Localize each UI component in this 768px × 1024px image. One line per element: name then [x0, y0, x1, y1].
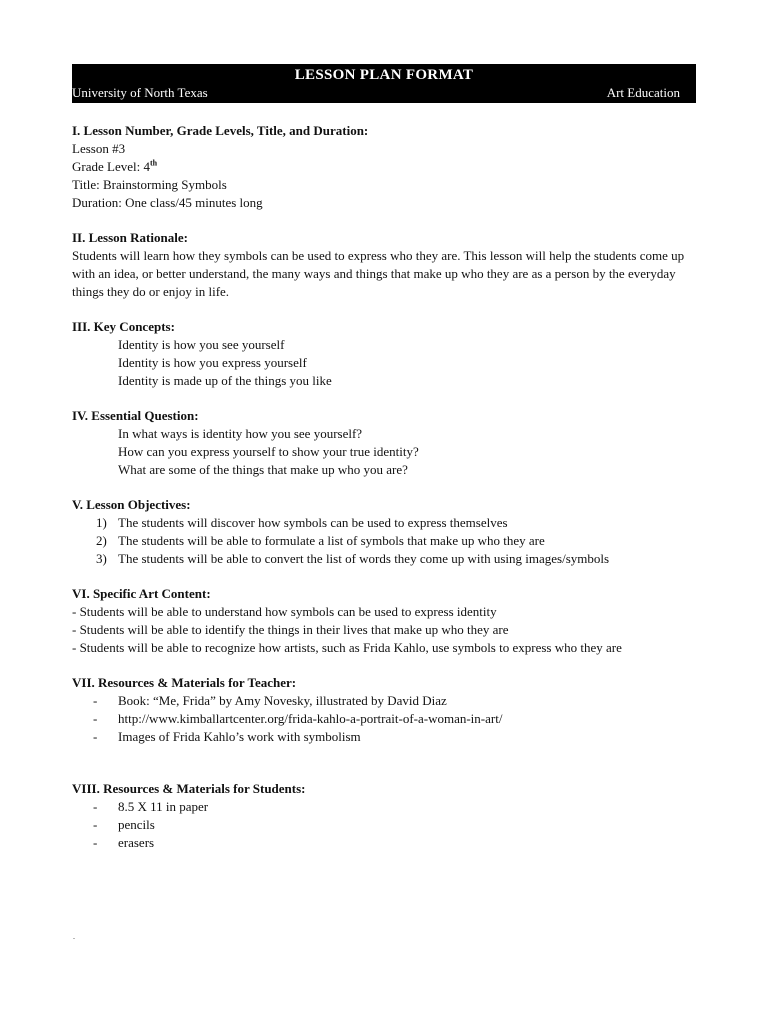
section-heading: V. Lesson Objectives:	[72, 497, 191, 512]
bullet-dash: -	[93, 693, 98, 708]
section-objectives	[72, 496, 696, 568]
student-material-item	[72, 798, 696, 816]
objective-text: The students will discover how symbols can be used to express themselves	[118, 515, 508, 530]
teacher-material-item	[72, 692, 696, 710]
key-concept-item: Identity is how you express yourself	[118, 355, 307, 370]
section-heading: III. Key Concepts:	[72, 319, 175, 334]
question-item: How can you express yourself to show your true identity?	[118, 444, 419, 459]
material-text: pencils	[118, 817, 155, 832]
section-art-content	[72, 585, 696, 657]
question-item: What are some of the things that make up who you are?	[118, 462, 408, 477]
bullet-dash: -	[93, 835, 98, 850]
bullet-dash: -	[93, 817, 98, 832]
section-lesson-info	[72, 122, 696, 212]
grade-level-text: Grade Level: 4	[72, 159, 150, 174]
document-title: LESSON PLAN FORMAT	[294, 67, 474, 83]
section-heading: VIII. Resources & Materials for Students:	[72, 781, 306, 796]
objective-item	[72, 514, 696, 532]
lesson-duration: Duration: One class/45 minutes long	[72, 195, 263, 210]
bullet-dash: -	[93, 729, 98, 744]
material-text: erasers	[118, 835, 155, 850]
section-heading: II. Lesson Rationale:	[72, 230, 188, 245]
objective-number: 1)	[96, 515, 107, 530]
bullet-dash: -	[93, 711, 98, 726]
material-text: Images of Frida Kahlo’s work with symbolism	[118, 729, 361, 744]
header-banner	[72, 64, 696, 103]
objective-item	[72, 532, 696, 550]
key-concept-item: Identity is made up of the things you like	[118, 373, 332, 388]
section-heading: VII. Resources & Materials for Teacher:	[72, 675, 297, 690]
section-heading: IV. Essential Question:	[72, 408, 199, 423]
objective-text: The students will be able to formulate a list of symbols that make up who they are	[118, 533, 545, 548]
key-concept-item: Identity is how you see yourself	[118, 337, 285, 352]
footer-mark: .	[73, 932, 75, 941]
section-heading: I. Lesson Number, Grade Levels, Title, and Duration:	[72, 123, 369, 138]
objective-number: 3)	[96, 551, 107, 566]
teacher-material-item	[72, 710, 696, 728]
section-essential-question	[72, 407, 696, 479]
lesson-title: Title: Brainstorming Symbols	[72, 177, 227, 192]
lesson-number: Lesson #3	[72, 141, 126, 156]
art-content-item: - Students will be able to identify the things in their lives that make up who they are	[72, 622, 509, 637]
grade-level-suffix: th	[149, 158, 158, 168]
section-rationale	[72, 229, 696, 301]
student-material-item	[72, 834, 696, 852]
section-key-concepts	[72, 318, 696, 390]
art-content-item: - Students will be able to recognize how artists, such as Frida Kahlo, use symbols to express who they are	[72, 640, 622, 655]
objective-text: The students will be able to convert the list of words they come up with using images/symbols	[118, 551, 610, 566]
section-student-materials	[72, 780, 696, 852]
material-text: Book: “Me, Frida” by Amy Novesky, illustrated by David Diaz	[118, 693, 447, 708]
art-content-item: - Students will be able to understand how symbols can be used to express identity	[72, 604, 497, 619]
teacher-material-item	[72, 728, 696, 746]
rationale-text: Students will learn how they symbols can be used to express who they are. This lesson will help the students come up with an idea, or better understand, the many ways and things that make up who they are as a person by the everyday things they do or enjoy in life.	[72, 248, 685, 299]
objective-number: 2)	[96, 533, 107, 548]
objective-item	[72, 550, 696, 568]
department-name: Art Education	[606, 85, 680, 100]
question-item: In what ways is identity how you see yourself?	[118, 426, 363, 441]
student-material-item	[72, 816, 696, 834]
lesson-plan-page	[72, 64, 696, 852]
university-name: University of North Texas	[72, 85, 208, 100]
section-heading: VI. Specific Art Content:	[72, 586, 211, 601]
bullet-dash: -	[93, 799, 98, 814]
section-teacher-materials	[72, 674, 696, 746]
grade-level	[72, 158, 696, 176]
resource-link[interactable]: http://www.kimballartcenter.org/frida-kahlo-a-portrait-of-a-woman-in-art/	[118, 711, 503, 726]
material-text: 8.5 X 11 in paper	[118, 799, 209, 814]
